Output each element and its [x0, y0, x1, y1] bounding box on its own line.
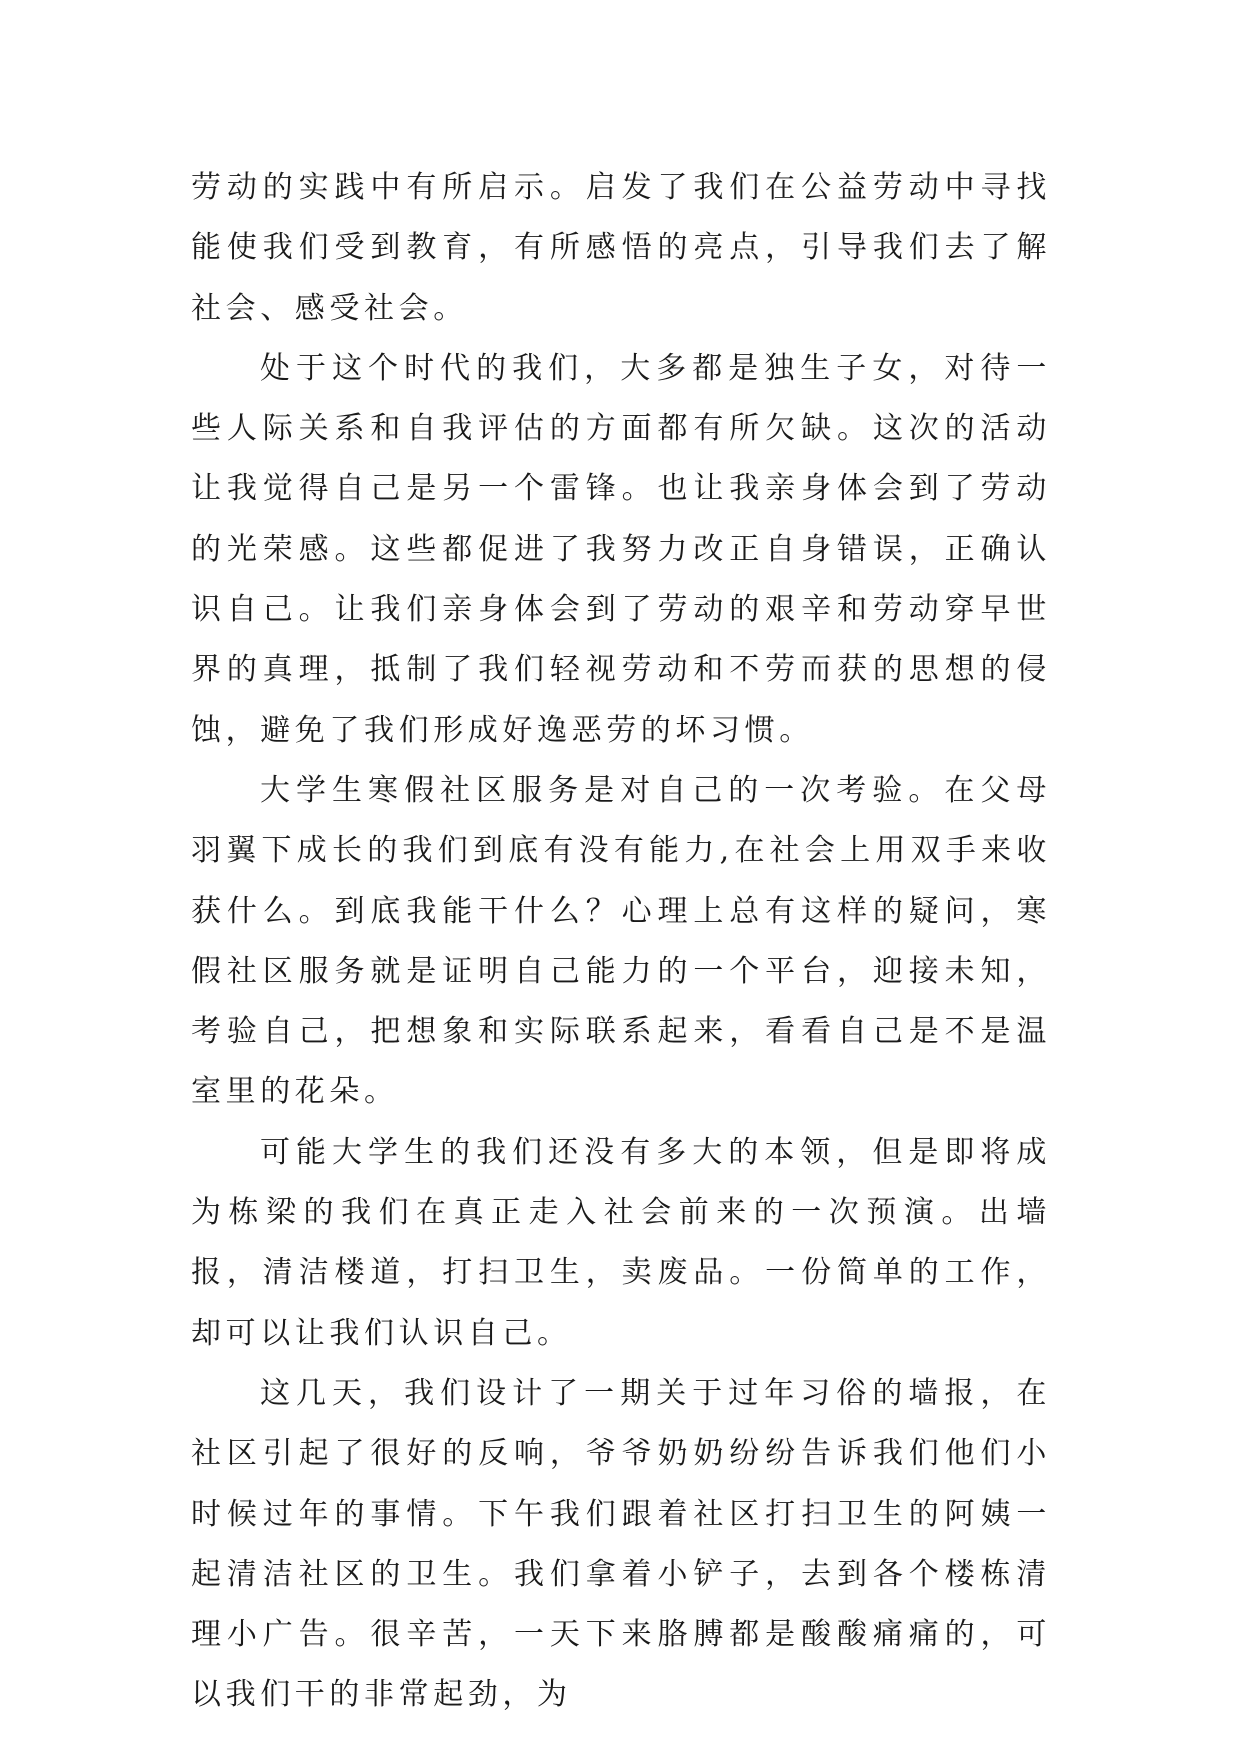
paragraph-5: 这几天，我们设计了一期关于过年习俗的墙报，在社区引起了很好的反响，爷爷奶奶纷纷告诉我们他们小时候过年的事情。下午我们跟着社区打扫卫生的阿姨一起清洁社区的卫生。我们拿着小铲子，去到各个楼栋清理小广告。很辛苦，一天下来胳膊都是酸酸痛痛的，可以我们干的非常起劲，为: [191, 1375, 1051, 1713]
document-body: [191, 158, 1051, 1726]
paragraph-1: 劳动的实践中有所启示。启发了我们在公益劳动中寻找能使我们受到教育，有所感悟的亮点，引导我们去了解社会、感受社会。: [191, 170, 1051, 326]
paragraph-2: 处于这个时代的我们，大多都是独生子女，对待一些人际关系和自我评估的方面都有所欠缺。这次的活动让我觉得自己是另一个雷锋。也让我亲身体会到了劳动的光荣感。这些都促进了我努力改正自身错误，正确认识自己。让我们亲身体会到了劳动的艰辛和劳动穿早世界的真理，抵制了我们轻视劳动和不劳而获的思想的侵蚀，避免了我们形成好逸恶劳的坏习惯。: [191, 350, 1051, 748]
paragraph-3: 大学生寒假社区服务是对自己的一次考验。在父母羽翼下成长的我们到底有没有能力,在社会上用双手来收获什么。到底我能干什么？心理上总有这样的疑问，寒假社区服务就是证明自己能力的一个平台，迎接未知，考验自己，把想象和实际联系起来，看看自己是不是温室里的花朵。: [191, 772, 1051, 1110]
paragraph-4: 可能大学生的我们还没有多大的本领，但是即将成为栋梁的我们在真正走入社会前来的一次预演。出墙报，清洁楼道，打扫卫生，卖废品。一份简单的工作，却可以让我们认识自己。: [191, 1134, 1051, 1351]
